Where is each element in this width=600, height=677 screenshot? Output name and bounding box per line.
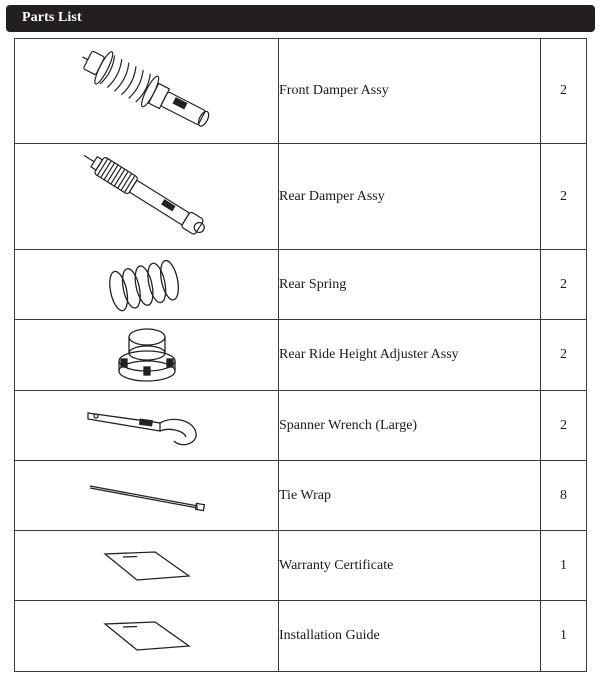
table-row bbox=[15, 39, 587, 144]
part-name: Rear Spring bbox=[279, 250, 541, 320]
front-damper-icon bbox=[72, 44, 222, 139]
part-name: Rear Ride Height Adjuster Assy bbox=[279, 320, 541, 391]
part-qty: 2 bbox=[541, 39, 587, 144]
parts-list-header bbox=[6, 5, 595, 32]
guide-icon bbox=[97, 616, 197, 656]
part-name: Tie Wrap bbox=[279, 461, 541, 531]
tie-wrap-icon bbox=[82, 476, 212, 516]
table-row bbox=[15, 144, 587, 250]
table-row bbox=[15, 250, 587, 320]
table-row bbox=[15, 531, 587, 601]
part-name: Front Damper Assy bbox=[279, 39, 541, 144]
part-qty: 2 bbox=[541, 144, 587, 250]
table-row bbox=[15, 601, 587, 672]
table-row bbox=[15, 320, 587, 391]
part-qty: 8 bbox=[541, 461, 587, 531]
rear-damper-icon bbox=[72, 149, 222, 244]
part-name: Spanner Wrench (Large) bbox=[279, 391, 541, 461]
part-name: Warranty Certificate bbox=[279, 531, 541, 601]
part-qty: 1 bbox=[541, 531, 587, 601]
table-row bbox=[15, 461, 587, 531]
table-row bbox=[15, 391, 587, 461]
part-name: Rear Damper Assy bbox=[279, 144, 541, 250]
part-name: Installation Guide bbox=[279, 601, 541, 672]
part-qty: 2 bbox=[541, 391, 587, 461]
part-qty: 2 bbox=[541, 320, 587, 391]
height-adjuster-icon bbox=[107, 323, 187, 387]
parts-table bbox=[14, 38, 587, 672]
spring-icon bbox=[102, 255, 192, 315]
certificate-icon bbox=[97, 546, 197, 586]
part-qty: 2 bbox=[541, 250, 587, 320]
parts-list-title: Parts List bbox=[22, 10, 82, 25]
spanner-wrench-icon bbox=[82, 401, 212, 451]
part-qty: 1 bbox=[541, 601, 587, 672]
